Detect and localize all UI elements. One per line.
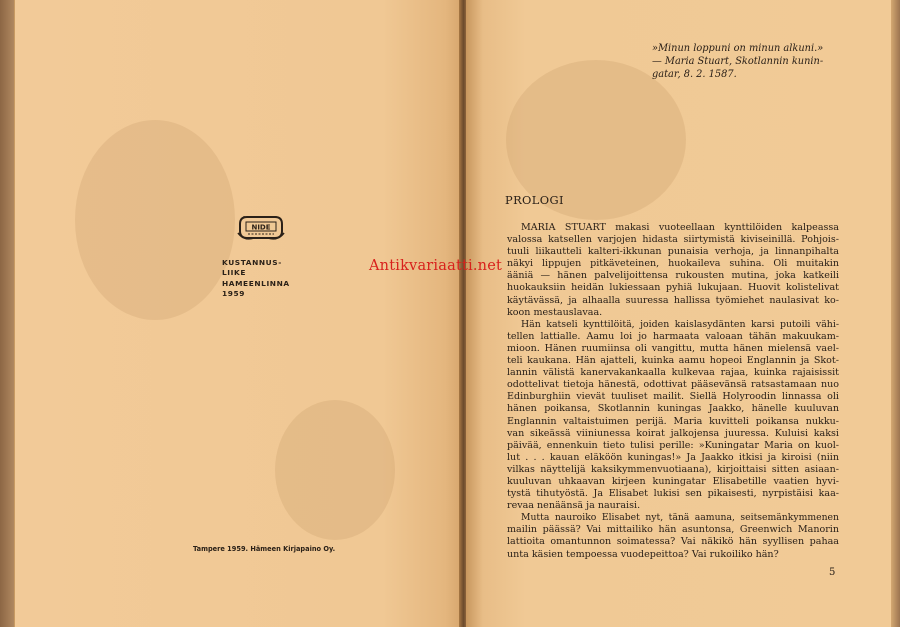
epigraph	[652, 43, 842, 81]
text-line: teli kaukana. Hän ajatteli, kuinka aamu hopeoi Englannin ja Skot-	[507, 355, 839, 367]
text-line: tuuli liikautteli kalteri-ikkunan punaisia verhoja, ja linnanpihalta	[507, 246, 839, 258]
text-line: lattioita omantunnon soimatessa? Vai näkikö hän syyllisen pahaa	[507, 536, 839, 548]
paper-stain	[75, 120, 235, 320]
left-page	[14, 0, 463, 627]
book-cover-edge	[0, 0, 14, 627]
imprint-line: HAMEENLINNA	[222, 278, 290, 288]
page-number: 5	[829, 567, 836, 578]
text-line: odottelivat tietoja hänestä, odottivat pääsevänsä ratsastamaan nuo	[507, 379, 839, 391]
imprint-line: 1959	[222, 289, 245, 299]
text-line: Hän katseli kynttilöitä, joiden kaislasydänten karsi putoili vähi-	[521, 318, 839, 330]
epigraph-line: »Minun loppuni on minun alkuni.»	[652, 43, 824, 54]
paper-stain	[275, 400, 395, 540]
text-line: tystä tihutyöstä. Ja Elisabet lukisi sen pikaisesti, nyrpistäisi kaa-	[507, 488, 839, 500]
body-text	[507, 222, 839, 561]
text-line: mioon. Hänen ruumiinsa oli vangittu, mutta hänen mielensä vael-	[507, 342, 839, 354]
epigraph-line: — Maria Stuart, Skotlannin kunin-	[652, 55, 824, 67]
text-line: koon mestauslavaa.	[507, 306, 603, 318]
text-line: revaa nenäänsä ja nauraisi.	[507, 500, 641, 512]
printer-colophon: Tampere 1959. Hämeen Kirjapaino Oy.	[193, 545, 336, 553]
imprint-line: KUSTANNUS-	[222, 258, 282, 267]
right-page-edge	[891, 0, 900, 627]
watermark-text: Antikvariaatti.net	[369, 258, 503, 274]
imprint-line: LIIKE	[222, 268, 246, 278]
text-line: huokauksiin heidän lukiessaan pyhiä lukujaan. Huovit kolistelivat	[507, 282, 839, 294]
epigraph-line: gatar, 8. 2. 1587.	[652, 68, 737, 80]
text-line: ääniä — hänen palvelijoittensa rukousten mutina, joka katkeili	[507, 270, 839, 282]
text-line: päivää, ennenkuin tieto tulisi perille: »Kuningatar Maria on kuol-	[507, 439, 839, 451]
chapter-title: PROLOGI	[505, 193, 564, 207]
text-line: käytävässä, ja alhaalla suuressa hallissa työmiehet naulasivat ko-	[507, 294, 839, 306]
text-line: tellen lattialle. Aamu loi jo harmaata valoaan tähän makuukam-	[507, 330, 839, 342]
text-line: Englannin valtaistuimen perijä. Maria kuvitteli poikansa nukku-	[507, 415, 839, 427]
text-line: hänen poikansa, Skotlannin kuningas Jaakko, hänelle kuuluvan	[507, 403, 839, 415]
text-line: valossa katsellen varjojen hidasta siirtymistä kiviseinillä. Pohjois-	[507, 234, 839, 246]
publisher-logo-icon	[236, 214, 286, 242]
logo-text: NIDE	[251, 223, 271, 232]
text-line: lannin välistä kanervakankaalla kulkevaa rajaa, kuinka rajaisissit	[507, 367, 839, 379]
publisher-imprint	[222, 258, 292, 300]
text-line: lut . . . kauan eläköön kuningas!» Ja Jaakko itkisi ja kiroisi (niin	[507, 451, 839, 463]
text-line: unta käsien tempoessa vuodepeittoa? Vai rukoiliko hän?	[507, 548, 779, 560]
text-line: vilkas näyttelijä kaksikymmenvuotiaana), kirjoittaisi sitten asiaan-	[507, 463, 839, 475]
text-line: Mutta nauroiko Elisabet nyt, tänä aamuna, seitsemänkymmenen	[521, 512, 839, 524]
text-line: van sikeässä viiniunessa koirat jalkojensa juuressa. Kuluisi kaksi	[507, 427, 839, 439]
text-line: kuuluvan uhkaavan kirjeen kuningatar Elisabetille vaatien hyvi-	[507, 475, 839, 487]
text-line: näkyi lippujen pitkäveteinen, huokaileva suhina. Oli muitakin	[507, 258, 839, 270]
text-line: MARIA STUART makasi vuoteellaan kynttilöiden kalpeassa	[521, 222, 839, 233]
text-line: Edinburghiin vievät tuuliset mailit. Siellä Holyroodin linnassa oli	[507, 391, 839, 403]
text-line: mailin päässä? Vai mittailiko hän asuntonsa, Greenwich Manorin	[507, 524, 839, 536]
